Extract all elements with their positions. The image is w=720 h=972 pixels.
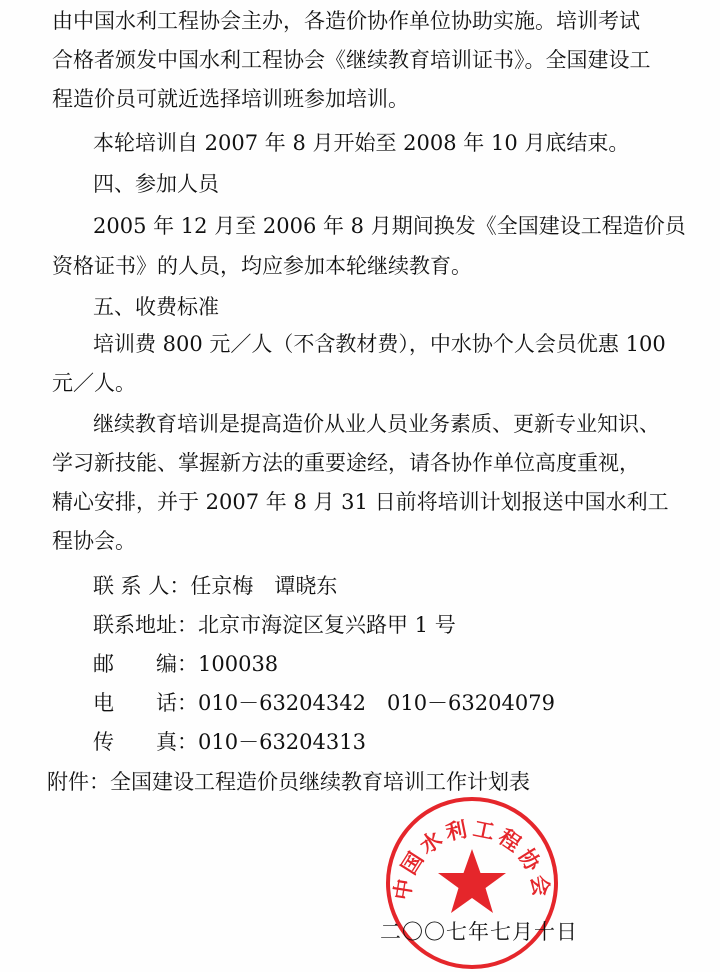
para5-line2: 学习新技能、掌握新方法的重要途经，请各协作单位高度重视， bbox=[52, 451, 640, 475]
contact-phone: 电 话：010－63204342 010－63204079 bbox=[93, 691, 555, 715]
heading-participants: 四、参加人员 bbox=[93, 172, 219, 196]
contact-postcode: 邮 编：100038 bbox=[93, 652, 279, 676]
para1-line3: 程造价员可就近选择培训班参加培训。 bbox=[52, 87, 409, 111]
heading-fees: 五、收费标准 bbox=[93, 295, 219, 319]
contact-address: 联系地址：北京市海淀区复兴路甲 1 号 bbox=[93, 613, 456, 637]
para4-line2: 元／人。 bbox=[52, 371, 136, 395]
para1-line1: 由中国水利工程协会主办，各造价协作单位协助实施。培训考试 bbox=[52, 9, 640, 33]
para1-line2: 合格者颁发中国水利工程协会《继续教育培训证书》。全国建设工 bbox=[52, 48, 651, 72]
para5-line1: 继续教育培训是提高造价从业人员业务素质、更新专业知识、 bbox=[93, 412, 660, 436]
contact-fax: 传 真：010－63204313 bbox=[93, 730, 366, 754]
para3-line2: 资格证书》的人员，均应参加本轮继续教育。 bbox=[52, 254, 472, 278]
document-date: 二〇〇七年七月十日 bbox=[380, 920, 578, 944]
para5-line4: 程协会。 bbox=[52, 529, 136, 553]
para2-training-period: 本轮培训自 2007 年 8 月开始至 2008 年 10 月底结束。 bbox=[93, 131, 630, 155]
seal-arc-text: 中国水利工程协会 bbox=[390, 816, 554, 902]
contact-person: 联 系 人：任京梅 谭晓东 bbox=[93, 574, 338, 598]
attachment-note: 附件：全国建设工程造价员继续教育培训工作计划表 bbox=[47, 770, 530, 794]
seal-star-icon bbox=[438, 849, 506, 913]
para3-line1: 2005 年 12 月至 2006 年 8 月期间换发《全国建设工程造价员 bbox=[93, 214, 686, 238]
para5-line3: 精心安排，并于 2007 年 8 月 31 日前将培训计划报送中国水利工 bbox=[52, 490, 669, 514]
para4-line1: 培训费 800 元／人（不含教材费），中水协个人会员优惠 100 bbox=[93, 332, 666, 356]
